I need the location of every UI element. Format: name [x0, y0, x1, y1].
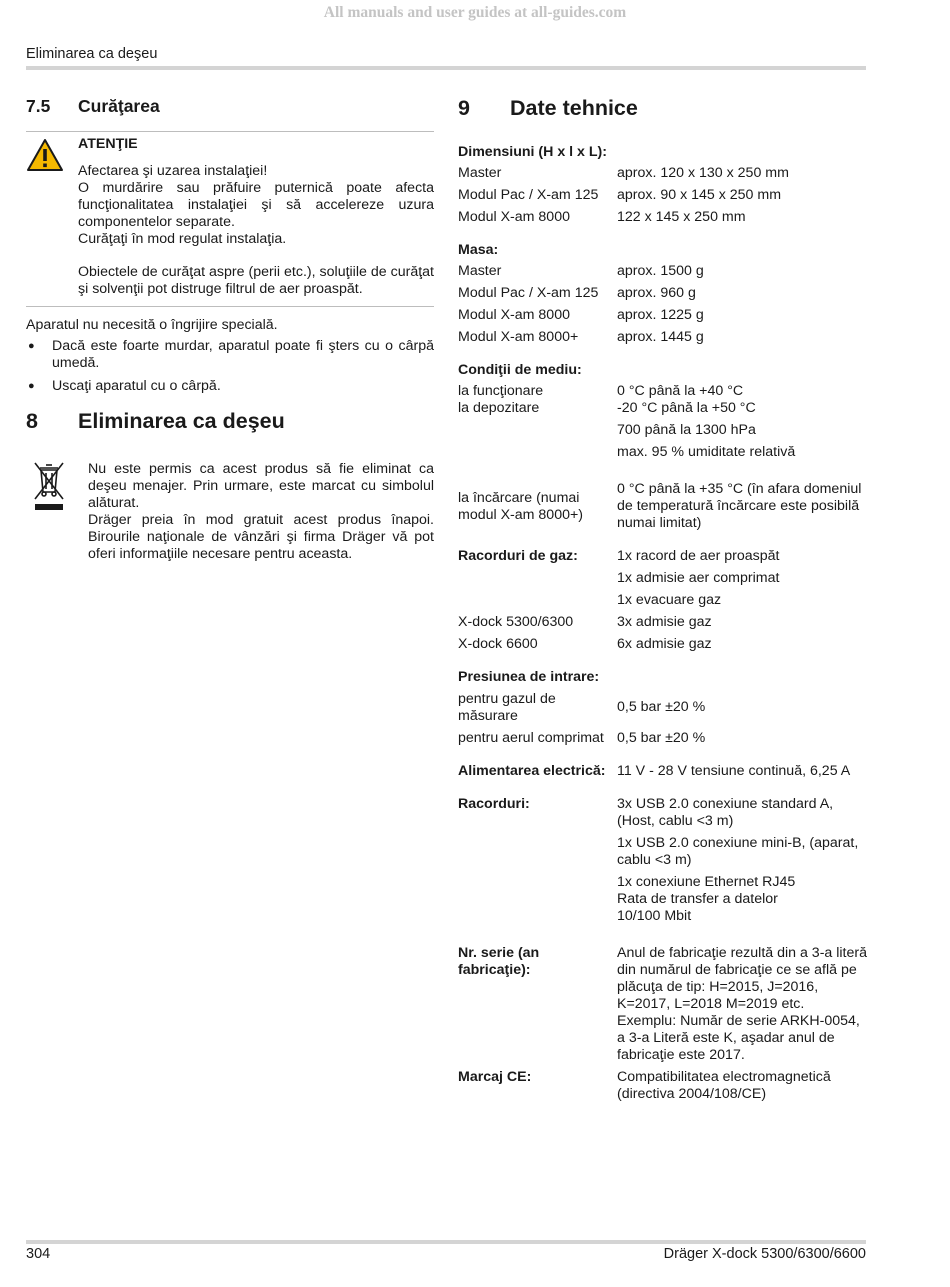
disposal-note [26, 461, 434, 563]
spec-row: Master aprox. 1500 g [458, 262, 704, 279]
caution-box [26, 131, 434, 307]
section-number: 9 [458, 96, 470, 120]
spec-group-title: Nr. serie (an fabricaţie): [458, 944, 540, 978]
spec-dimensions [458, 144, 870, 226]
right-column [458, 96, 870, 1108]
spec-row: Modul X-am 8000 122 x 145 x 250 mm [458, 208, 746, 225]
spec-row: Master aprox. 120 x 130 x 250 mm [458, 164, 789, 181]
disposal-text: Nu este permis ca acest produs să fie eliminat ca deşeu menajer. Prin urmare, este marcat cu simbolul alăturat. Dräger preia în mod gratuit acest produs înapoi. Birourile naţionale de vânzări şi firma Dräger vă pot oferi informaţiile necesare pentru aceasta. [88, 461, 434, 563]
warning-triangle-icon [26, 136, 78, 298]
section-heading-7-5 [26, 96, 434, 117]
header-rule [26, 66, 866, 70]
spec-row: Racorduri de gaz: 1x racord de aer proaspăt [458, 548, 780, 565]
watermark: All manuals and user guides at all-guides.com [323, 4, 627, 21]
spec-row: 1x USB 2.0 conexiune mini-B, (aparat, cablu <3 m) [617, 834, 859, 868]
list-item: ● Uscaţi aparatul cu o cârpă. [28, 378, 221, 395]
page-number: 304 [26, 1246, 51, 1262]
cleaning-steps [26, 338, 434, 395]
spec-serial [458, 945, 870, 1103]
spec-environment [458, 362, 870, 532]
spec-row: X-dock 6600 6x admisie gaz [458, 636, 712, 653]
cleaning-intro: Aparatul nu necesită o îngrijire specială. [26, 317, 278, 334]
caution-title: ATENŢIE [78, 136, 138, 152]
spec-row: Modul X-am 8000 aprox. 1225 g [458, 307, 704, 324]
list-item: ● Dacă este foarte murdar, aparatul poate fi şters cu o cârpă umedă. [28, 338, 434, 372]
left-column [26, 96, 434, 563]
section-number: 7.5 [26, 96, 51, 116]
running-head: Eliminarea ca deşeu [26, 46, 158, 62]
spec-row: pentru gazul de măsurare 0,5 bar ±20 % [458, 690, 706, 724]
spec-mass [458, 242, 870, 346]
spec-row: 1x admisie aer comprimat [617, 570, 780, 587]
spec-row: 700 până la 1300 hPa [617, 422, 756, 439]
spec-group-title: Condiţii de mediu: [458, 362, 582, 379]
spec-group-title: Presiunea de intrare: [458, 669, 600, 686]
caution-paragraph: Obiectele de curăţat aspre (perii etc.), soluţiile de curăţat şi solvenţii pot distruge filtrul de aer proaspăt. [78, 264, 434, 298]
spec-row: la încărcare (numai modul X-am 8000+) 0 °C până la +35 °C (în afara domeniul de temperatură încărcare este posibilă numai limitat) [458, 481, 862, 532]
caution-paragraph: Afectarea şi uzarea instalaţiei! O murdărire sau prăfuire puternică poate afecta funcţionalitatea instalaţiei şi să accelereze uzura componentelor separate. Curăţaţi în mod regulat instalaţia. [78, 163, 434, 248]
spec-group-title: Racorduri: [458, 795, 530, 812]
spec-row: Modul Pac / X-am 125 aprox. 960 g [458, 284, 696, 301]
footer-rule [26, 1240, 866, 1244]
section-heading-8 [26, 409, 434, 435]
spec-row: 1x evacuare gaz [617, 592, 722, 609]
spec-gas-connections [458, 548, 870, 653]
section-title: Eliminarea ca deşeu [78, 409, 285, 434]
spec-row: Alimentarea electrică: 11 V - 28 V tensiune continuă, 6,25 A [458, 762, 851, 779]
spec-row: Marcaj CE: Compatibilitatea electromagnetică (directiva 2004/108/CE) [458, 1069, 831, 1103]
spec-connections [458, 796, 870, 925]
spec-inlet-pressure [458, 669, 870, 746]
spec-row: Modul X-am 8000+ aprox. 1445 g [458, 329, 704, 346]
spec-row: Racorduri: 3x USB 2.0 conexiune standard A, (Host, cablu <3 m) [458, 795, 834, 829]
spec-row: la funcţionare la depozitare 0 °C până la +40 °C -20 °C până la +50 °C [458, 383, 756, 417]
spec-row: max. 95 % umiditate relativă [617, 444, 796, 461]
spec-group-title: Dimensiuni (H x l x L): [458, 143, 607, 160]
bullet-icon: ● [28, 380, 35, 393]
spec-row: pentru aerul comprimat 0,5 bar ±20 % [458, 729, 706, 746]
section-title: Date tehnice [510, 96, 638, 120]
document-title: Dräger X-dock 5300/6300/6600 [663, 1246, 866, 1262]
spec-group-title: Alimentarea electrică: [458, 762, 606, 779]
section-number: 8 [26, 409, 38, 434]
spec-group-title: Racorduri de gaz: [458, 548, 578, 565]
spec-row: X-dock 5300/6300 3x admisie gaz [458, 614, 712, 631]
spec-row: 1x conexiune Ethernet RJ45 Rata de transfer a datelor 10/100 Mbit [617, 873, 796, 924]
spec-row: Modul Pac / X-am 125 aprox. 90 x 145 x 250 mm [458, 186, 782, 203]
section-heading-9 [458, 96, 870, 122]
section-title: Curăţarea [78, 96, 160, 116]
spec-row: Nr. serie (an fabricaţie): Anul de fabricaţie rezultă din a 3-a literă din numărul de fabricaţie ce se află pe plăcuţa de tip: H=2015, J=2016, K=2017, L=2018 M=2019 etc. Exemplu: Număr de serie ARKH-0054, a 3-a Literă este K, aşadar anul de fabricaţie este 2017. [458, 944, 867, 1064]
caution-body [78, 136, 434, 298]
bullet-icon: ● [28, 340, 35, 353]
crossed-out-bin-icon [26, 461, 88, 563]
spec-power [458, 763, 870, 780]
spec-group-title: Masa: [458, 241, 499, 258]
spec-group-title: Marcaj CE: [458, 1069, 532, 1086]
